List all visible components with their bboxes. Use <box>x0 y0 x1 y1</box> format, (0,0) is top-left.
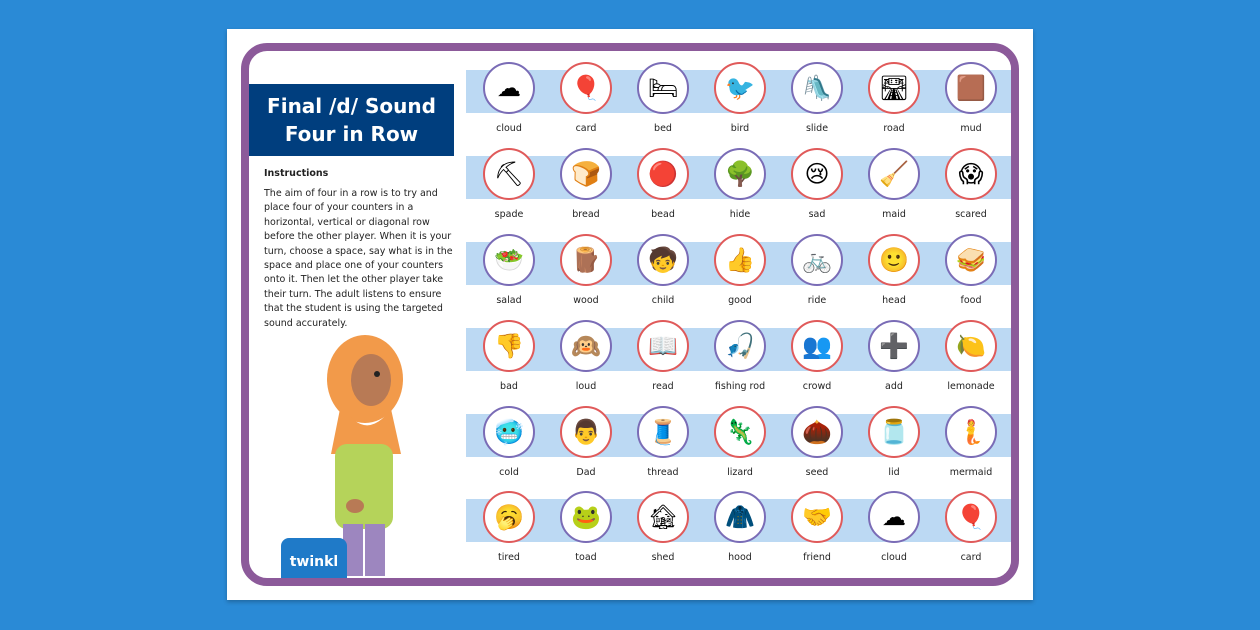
board-space-lizard[interactable] <box>703 404 781 490</box>
board-space-cloud[interactable] <box>472 60 550 146</box>
board-space-mud[interactable] <box>934 60 1012 146</box>
title-banner <box>249 84 454 156</box>
space-label: maid <box>882 209 906 220</box>
board-space-card[interactable] <box>934 489 1012 575</box>
picture-icon: 👍 <box>714 234 766 286</box>
picture-icon: 👥 <box>791 320 843 372</box>
board-space-spade[interactable] <box>472 146 550 232</box>
picture-icon: 🌳 <box>714 148 766 200</box>
space-label: mermaid <box>949 467 993 478</box>
space-label: road <box>883 123 905 134</box>
picture-icon: 🔴 <box>637 148 689 200</box>
board-space-hood[interactable] <box>703 489 781 575</box>
picture-icon: 🧹 <box>868 148 920 200</box>
space-label: bad <box>500 381 518 392</box>
game-board <box>466 51 1011 578</box>
picture-icon: 🦎 <box>714 406 766 458</box>
space-label: cloud <box>496 123 522 134</box>
board-space-fishing-rod[interactable] <box>703 318 781 404</box>
space-label: Dad <box>576 467 596 478</box>
picture-icon: 🐸 <box>560 491 612 543</box>
space-label: fishing rod <box>714 381 766 392</box>
board-space-salad[interactable] <box>472 232 550 318</box>
board-space-seed[interactable] <box>780 404 858 490</box>
space-label: ride <box>807 295 827 306</box>
board-space-scared[interactable] <box>934 146 1012 232</box>
board-space-card[interactable] <box>549 60 627 146</box>
title-line-2: Four in Row <box>284 122 419 146</box>
space-label: salad <box>496 295 522 306</box>
picture-icon: 🏚 <box>637 491 689 543</box>
board-space-lid[interactable] <box>857 404 935 490</box>
board-space-maid[interactable] <box>857 146 935 232</box>
picture-icon: 🥱 <box>483 491 535 543</box>
space-label: thread <box>647 467 679 478</box>
space-label: loud <box>575 381 597 392</box>
picture-icon: 🛏 <box>637 62 689 114</box>
space-label: cloud <box>881 552 907 563</box>
space-label: seed <box>805 467 829 478</box>
picture-icon: 🛝 <box>791 62 843 114</box>
game-frame <box>241 43 1019 586</box>
space-label: friend <box>803 552 831 563</box>
space-label: cold <box>499 467 519 478</box>
space-label: hide <box>729 209 751 220</box>
picture-icon: 🤝 <box>791 491 843 543</box>
picture-icon: 🎈 <box>560 62 612 114</box>
picture-icon: 🛣 <box>868 62 920 114</box>
board-space-good[interactable] <box>703 232 781 318</box>
space-label: lemonade <box>947 381 995 392</box>
board-space-hide[interactable] <box>703 146 781 232</box>
picture-icon: 🍋 <box>945 320 997 372</box>
board-space-toad[interactable] <box>549 489 627 575</box>
board-space-loud[interactable] <box>549 318 627 404</box>
space-label: crowd <box>802 381 832 392</box>
board-space-tired[interactable] <box>472 489 550 575</box>
picture-icon: 🚲 <box>791 234 843 286</box>
board-space-read[interactable] <box>626 318 704 404</box>
space-label: read <box>652 381 674 392</box>
twinkl-logo: twinkl <box>281 538 347 586</box>
space-label: lizard <box>727 467 753 478</box>
picture-icon: 🧥 <box>714 491 766 543</box>
picture-icon: 🙂 <box>868 234 920 286</box>
board-space-friend[interactable] <box>780 489 858 575</box>
picture-icon: 🟫 <box>945 62 997 114</box>
picture-icon: 🫙 <box>868 406 920 458</box>
board-space-crowd[interactable] <box>780 318 858 404</box>
board-space-bed[interactable] <box>626 60 704 146</box>
picture-icon: 🥪 <box>945 234 997 286</box>
space-label: bread <box>572 209 600 220</box>
space-label: food <box>960 295 982 306</box>
board-space-slide[interactable] <box>780 60 858 146</box>
space-label: shed <box>651 552 675 563</box>
board-space-head[interactable] <box>857 232 935 318</box>
picture-icon: ⛏ <box>483 148 535 200</box>
space-label: scared <box>955 209 987 220</box>
picture-icon: ☁ <box>483 62 535 114</box>
instructions-text: The aim of four in a row is to try and place four of your counters in a horizontal, vertical or diagonal row before the other player. When it is your turn, choose a space, say what is in the space and place one of your counters onto it. Then let the other player take their turn. The adult listens to ensure that the student is using the targeted sound accurately. <box>264 188 453 329</box>
board-space-bread[interactable] <box>549 146 627 232</box>
picture-icon: 🎣 <box>714 320 766 372</box>
picture-icon: 🥶 <box>483 406 535 458</box>
picture-icon: 📖 <box>637 320 689 372</box>
board-space-ride[interactable] <box>780 232 858 318</box>
board-space-mermaid[interactable] <box>934 404 1012 490</box>
picture-icon: 🪵 <box>560 234 612 286</box>
picture-icon: 😢 <box>791 148 843 200</box>
board-space-lemonade[interactable] <box>934 318 1012 404</box>
picture-icon: 🧒 <box>637 234 689 286</box>
space-label: child <box>651 295 675 306</box>
space-label: wood <box>573 295 599 306</box>
board-space-child[interactable] <box>626 232 704 318</box>
board-space-add[interactable] <box>857 318 935 404</box>
space-label: tired <box>498 552 520 563</box>
picture-icon: 🥗 <box>483 234 535 286</box>
picture-icon: 😱 <box>945 148 997 200</box>
space-label: card <box>575 123 597 134</box>
picture-icon: 🙉 <box>560 320 612 372</box>
board-space-thread[interactable] <box>626 404 704 490</box>
picture-icon: 👎 <box>483 320 535 372</box>
picture-icon: 🧜 <box>945 406 997 458</box>
board-space-shed[interactable] <box>626 489 704 575</box>
space-label: mud <box>960 123 982 134</box>
board-space-cloud[interactable] <box>857 489 935 575</box>
space-label: spade <box>494 209 524 220</box>
board-space-wood[interactable] <box>549 232 627 318</box>
space-label: bead <box>651 209 675 220</box>
board-space-sad[interactable] <box>780 146 858 232</box>
space-label: toad <box>575 552 597 563</box>
board-space-road[interactable] <box>857 60 935 146</box>
space-label: head <box>882 295 906 306</box>
title-line-1: Final /d/ Sound <box>267 94 436 118</box>
space-label: hood <box>728 552 752 563</box>
picture-icon: 👨 <box>560 406 612 458</box>
space-label: bed <box>654 123 672 134</box>
space-label: bird <box>730 123 750 134</box>
board-space-dad[interactable] <box>549 404 627 490</box>
board-space-cold[interactable] <box>472 404 550 490</box>
picture-icon: ➕ <box>868 320 920 372</box>
space-label: card <box>960 552 982 563</box>
picture-icon: 🐦 <box>714 62 766 114</box>
space-label: add <box>885 381 903 392</box>
picture-icon: ☁ <box>868 491 920 543</box>
space-label: lid <box>888 467 900 478</box>
board-space-bad[interactable] <box>472 318 550 404</box>
picture-icon: 🍞 <box>560 148 612 200</box>
space-label: good <box>728 295 752 306</box>
board-space-bird[interactable] <box>703 60 781 146</box>
instructions-heading: Instructions <box>264 168 329 179</box>
space-label: sad <box>808 209 826 220</box>
board-space-food[interactable] <box>934 232 1012 318</box>
picture-icon: 🧵 <box>637 406 689 458</box>
picture-icon: 🎈 <box>945 491 997 543</box>
picture-icon: 🌰 <box>791 406 843 458</box>
space-label: slide <box>805 123 829 134</box>
board-space-bead[interactable] <box>626 146 704 232</box>
